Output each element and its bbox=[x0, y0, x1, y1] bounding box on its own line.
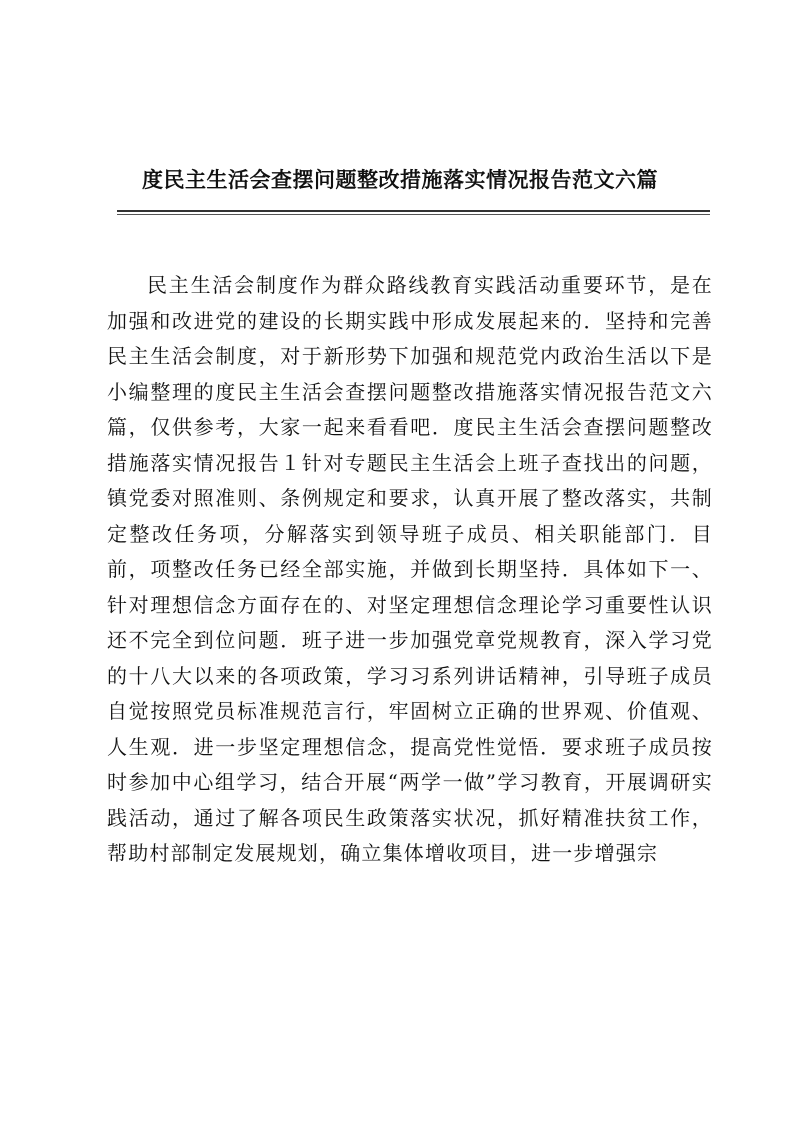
document-title: 度民主生活会查摆问题整改措施落实情况报告范文六篇 bbox=[142, 167, 658, 192]
document-body-paragraph: 民主生活会制度作为群众路线教育实践活动重要环节，是在加强和改进党的建设的长期实践中形成发展起来的．坚持和完善民主生活会制度，对于新形势下加强和规范党内政治生活以下是小编整理的度民主生活会查摆问题整改措施落实情况报告范文六篇，仅供参考，大家一起来看看吧．度民主生活会查摆问题整改措施落实情况报告１针对专题民主生活会上班子查找出的问题，镇党委对照准则、条例规定和要求，认真开展了整改落实，共制定整改任务项，分解落实到领导班子成员、相关职能部门．目前，项整改任务已经全部实施，并做到长期坚持．具体如下一、针对理想信念方面存在的、对坚定理想信念理论学习重要性认识还不完全到位问题．班子进一步加强党章党规教育，深入学习党的十八大以来的各项政策，学习习系列讲话精神，引导班子成员自觉按照党员标准规范言行，牢固树立正确的世界观、价值观、人生观．进一步坚定理想信念，提高党性觉悟．要求班子成员按时参加中心组学习，结合开展“两学一做”学习教育，开展调研实践活动，通过了解各项民生政策落实状况，抓好精准扶贫工作，帮助村部制定发展规划，确立集体增收项目，进一步增强宗 bbox=[107, 273, 713, 865]
title-divider bbox=[117, 210, 710, 215]
